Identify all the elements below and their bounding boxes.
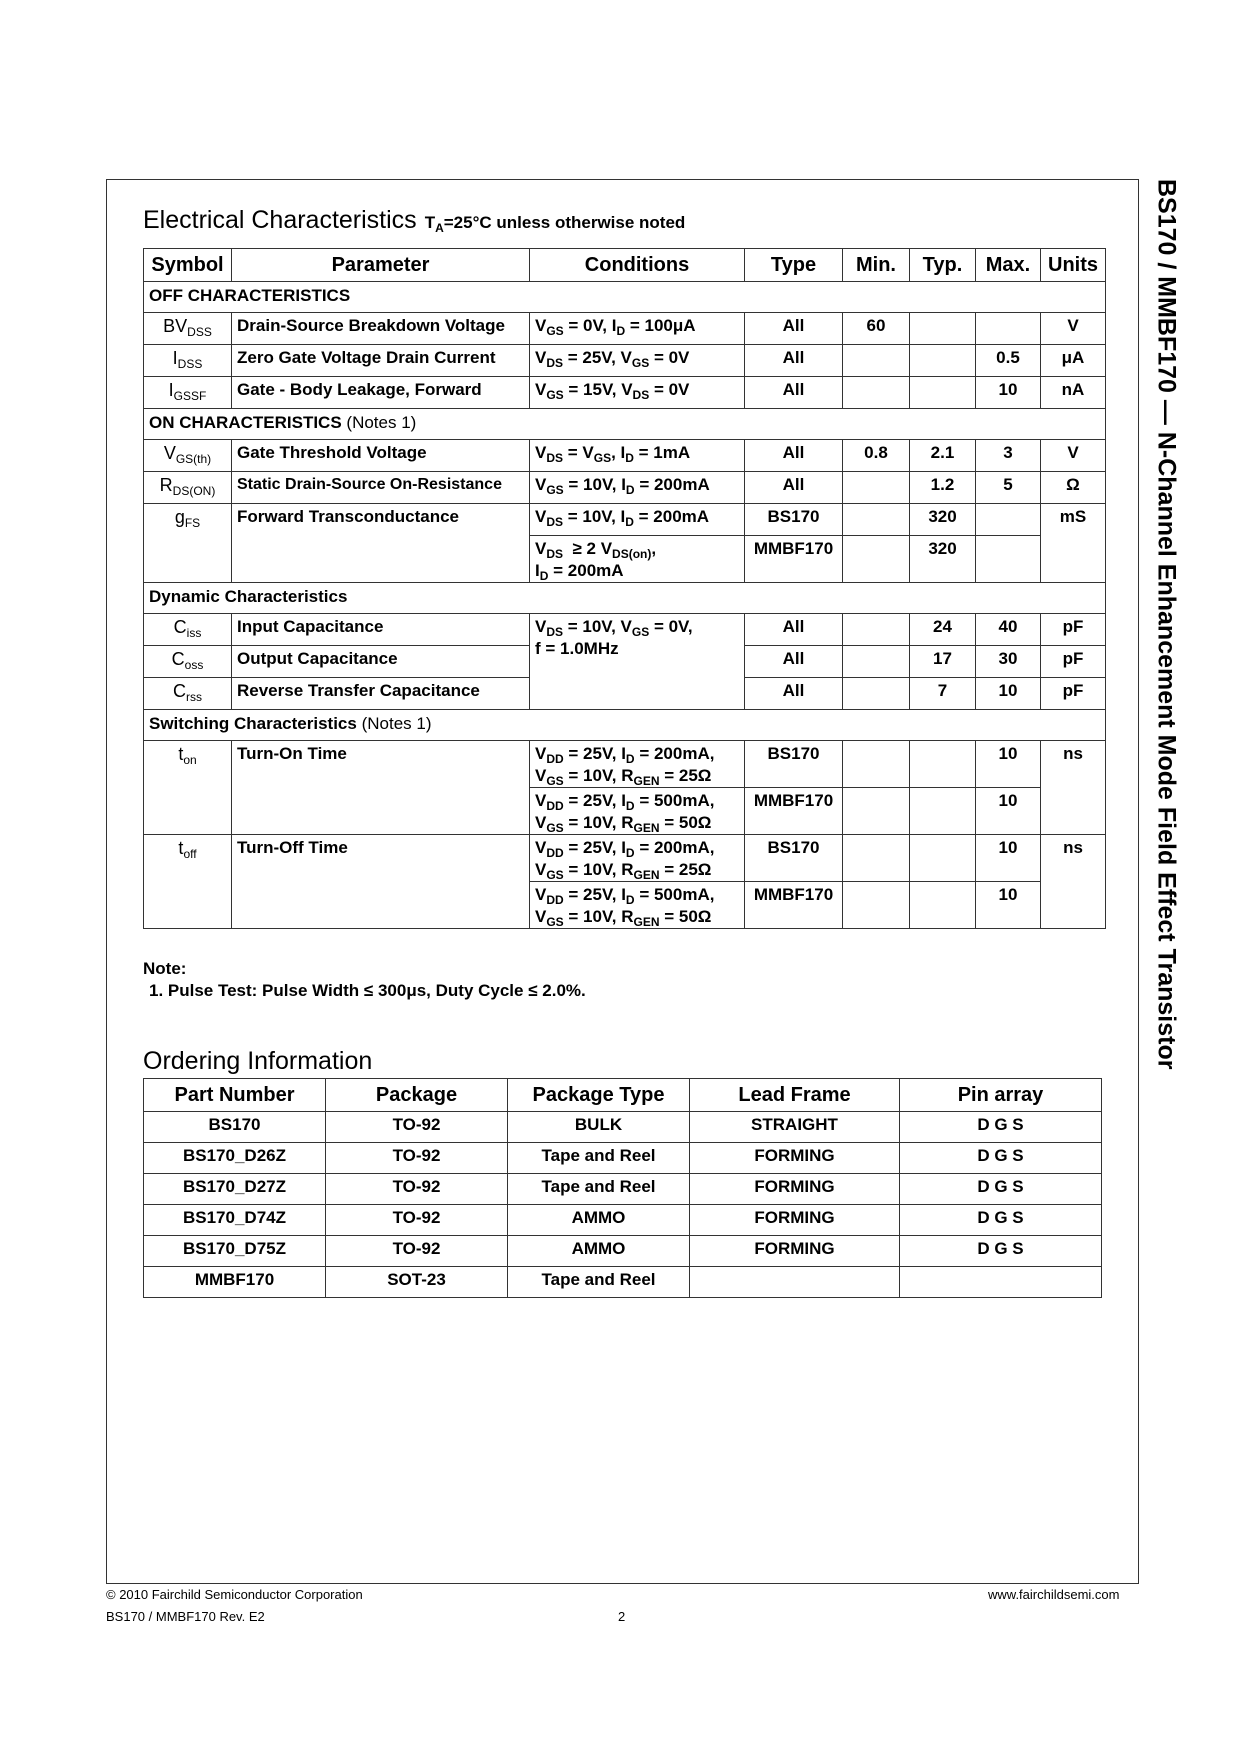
- units-cell: nA: [1041, 377, 1106, 409]
- note-line: 1. Pulse Test: Pulse Width ≤ 300μs, Duty Cycle ≤ 2.0%.: [149, 981, 586, 1000]
- type-cell: BS170: [745, 741, 843, 788]
- section-dynamic: Dynamic Characteristics: [144, 583, 1106, 614]
- min-cell: [843, 614, 910, 646]
- oi-header: Part Number: [144, 1079, 326, 1112]
- section-row: [144, 710, 1106, 741]
- table-row: [144, 313, 1106, 345]
- symbol-sub: on: [183, 753, 197, 767]
- min-cell: [843, 646, 910, 678]
- package-cell: TO-92: [326, 1205, 508, 1236]
- symbol: R: [159, 475, 173, 495]
- section-on: [144, 409, 1106, 440]
- lead-frame-cell: FORMING: [690, 1143, 900, 1174]
- max-cell: 40: [976, 614, 1041, 646]
- type-cell: All: [745, 472, 843, 504]
- min-cell: [843, 788, 910, 835]
- lead-frame-cell: FORMING: [690, 1205, 900, 1236]
- type-cell: All: [745, 646, 843, 678]
- units-cell: pF: [1041, 646, 1106, 678]
- parameter-cell: Forward Transconductance: [232, 504, 530, 583]
- typ-cell: [910, 835, 976, 882]
- conditions-cell: $V_{DD} = 25V$, $I_D = 200mA$, $V_{GS} = 10V$, $R_{GEN} = 25\Omega$: [530, 741, 745, 788]
- typ-cell: [910, 313, 976, 345]
- package-type-cell: BULK: [508, 1112, 690, 1143]
- footer-url[interactable]: www.fairchildsemi.com: [988, 1587, 1120, 1602]
- parameter-cell: Input Capacitance: [232, 614, 530, 646]
- part-number-cell: BS170_D26Z: [144, 1143, 326, 1174]
- max-cell: 10: [976, 835, 1041, 882]
- min-cell: [843, 377, 910, 409]
- lead-frame-cell: STRAIGHT: [690, 1112, 900, 1143]
- conditions-cell: $V_{GS} = 15V$, $V_{DS} = 0V$: [530, 377, 745, 409]
- symbol-sub: FS: [184, 516, 201, 530]
- parameter-cell: Drain-Source Breakdown Voltage: [232, 313, 530, 345]
- ec-subtitle-sub: A: [435, 221, 444, 235]
- min-cell: [843, 678, 910, 710]
- symbol-sub: GS(th): [175, 452, 212, 466]
- part-number-cell: MMBF170: [144, 1267, 326, 1298]
- max-cell: 3: [976, 440, 1041, 472]
- symbol-cell: [144, 345, 232, 377]
- table-row: [144, 614, 1106, 646]
- symbol-sub: GSSF: [173, 389, 207, 403]
- parameter-cell: Zero Gate Voltage Drain Current: [232, 345, 530, 377]
- oi-header: Pin array: [900, 1079, 1102, 1112]
- section-row: [144, 583, 1106, 614]
- ec-header: Type: [745, 249, 843, 282]
- max-cell: 5: [976, 472, 1041, 504]
- symbol-sub: DSS: [177, 357, 203, 371]
- type-cell: All: [745, 345, 843, 377]
- min-cell: 0.8: [843, 440, 910, 472]
- footer-doc-id: BS170 / MMBF170 Rev. E2: [106, 1609, 265, 1624]
- min-cell: 60: [843, 313, 910, 345]
- lead-frame-cell: [690, 1267, 900, 1298]
- table-row: [144, 835, 1106, 882]
- type-cell: All: [745, 678, 843, 710]
- typ-cell: 7: [910, 678, 976, 710]
- oi-header: Lead Frame: [690, 1079, 900, 1112]
- min-cell: [843, 536, 910, 583]
- units-cell: pF: [1041, 678, 1106, 710]
- table-row: [144, 1267, 1102, 1298]
- part-number-cell: BS170_D27Z: [144, 1174, 326, 1205]
- package-cell: TO-92: [326, 1174, 508, 1205]
- conditions-cell: $V_{GS} = 10V$, $I_D = 200mA$: [530, 472, 745, 504]
- pin-array-cell: D G S: [900, 1205, 1102, 1236]
- ec-subtitle-t: T: [424, 213, 436, 232]
- oi-header: Package Type: [508, 1079, 690, 1112]
- symbol-cell: [144, 472, 232, 504]
- typ-cell: [910, 741, 976, 788]
- ec-header: Max.: [976, 249, 1041, 282]
- symbol: I: [172, 348, 178, 368]
- conditions-cell: $V_{DD} = 25V$, $I_D = 200mA$, $V_{GS} = 10V$, $R_{GEN} = 25\Omega$: [530, 835, 745, 882]
- symbol-cell: [144, 614, 232, 646]
- max-cell: 10: [976, 678, 1041, 710]
- side-title-text: BS170 / MMBF170 — N-Channel Enhancement Mode Field Effect Transistor: [1152, 179, 1181, 1070]
- conditions-cell: $V_{GS} = 0V$, $I_D = 100\mu A$: [530, 313, 745, 345]
- symbol: I: [168, 380, 174, 400]
- conditions-cell: $V_{DS} = 25V$, $V_{GS} = 0V$: [530, 345, 745, 377]
- max-cell: 10: [976, 377, 1041, 409]
- table-row: [144, 1174, 1102, 1205]
- typ-cell: 320: [910, 504, 976, 536]
- min-cell: [843, 835, 910, 882]
- section-switching-title: Switching Characteristics: [149, 714, 357, 733]
- units-cell: mS: [1041, 504, 1106, 583]
- table-row: [144, 1205, 1102, 1236]
- type-cell: All: [745, 614, 843, 646]
- parameter-cell: Static Drain-Source On-Resistance: [232, 472, 530, 504]
- table-row: [144, 345, 1106, 377]
- section-on-title: ON CHARACTERISTICS: [149, 413, 342, 432]
- ec-header: Typ.: [910, 249, 976, 282]
- symbol-sub: DS(ON): [172, 484, 216, 498]
- oi-header: Package: [326, 1079, 508, 1112]
- lead-frame-cell: FORMING: [690, 1236, 900, 1267]
- symbol-cell: [144, 678, 232, 710]
- part-number-cell: BS170_D74Z: [144, 1205, 326, 1236]
- table-row: [144, 1112, 1102, 1143]
- table-row: [144, 377, 1106, 409]
- min-cell: [843, 472, 910, 504]
- min-cell: [843, 504, 910, 536]
- symbol-sub: off: [183, 847, 197, 861]
- max-cell: 30: [976, 646, 1041, 678]
- symbol-cell: [144, 835, 232, 929]
- pin-array-cell: D G S: [900, 1174, 1102, 1205]
- package-cell: SOT-23: [326, 1267, 508, 1298]
- table-row: [144, 440, 1106, 472]
- symbol-cell: [144, 741, 232, 835]
- electrical-characteristics-table: [143, 248, 1106, 929]
- footer-page-number: 2: [618, 1609, 626, 1624]
- package-cell: TO-92: [326, 1143, 508, 1174]
- parameter-cell: Gate Threshold Voltage: [232, 440, 530, 472]
- footer-copyright: © 2010 Fairchild Semiconductor Corporation: [106, 1587, 363, 1602]
- parameter-cell: Gate - Body Leakage, Forward: [232, 377, 530, 409]
- note-title: Note:: [143, 959, 187, 978]
- type-cell: All: [745, 313, 843, 345]
- parameter-cell: Turn-On Time: [232, 741, 530, 835]
- typ-cell: 2.1: [910, 440, 976, 472]
- typ-cell: 24: [910, 614, 976, 646]
- pin-array-cell: D G S: [900, 1143, 1102, 1174]
- type-cell: MMBF170: [745, 788, 843, 835]
- min-cell: [843, 882, 910, 929]
- max-cell: [976, 313, 1041, 345]
- units-cell: pF: [1041, 614, 1106, 646]
- table-row: [144, 472, 1106, 504]
- type-cell: BS170: [745, 504, 843, 536]
- symbol-cell: [144, 313, 232, 345]
- side-title: [1144, 179, 1188, 1229]
- type-cell: All: [745, 440, 843, 472]
- ordering-information-table: [143, 1078, 1102, 1298]
- pin-array-cell: D G S: [900, 1236, 1102, 1267]
- conditions-cell: $V_{DS} = 10V$, $I_D = 200mA$: [530, 504, 745, 536]
- symbol: g: [174, 507, 185, 527]
- ec-subtitle: [424, 213, 686, 235]
- typ-cell: [910, 788, 976, 835]
- type-cell: MMBF170: [745, 536, 843, 583]
- symbol-cell: [144, 646, 232, 678]
- conditions-cell: $V_{DS} = 10V$, $V_{GS} = 0V$, f = 1.0MHz: [530, 614, 745, 710]
- pin-array-cell: D G S: [900, 1112, 1102, 1143]
- cap-condition: f = 1.0MHz: [535, 639, 619, 658]
- conditions-cell: $V_{DS} = V_{GS}$, $I_D = 1mA$: [530, 440, 745, 472]
- symbol-sub: oss: [184, 658, 204, 672]
- typ-cell: 1.2: [910, 472, 976, 504]
- part-number-cell: BS170: [144, 1112, 326, 1143]
- symbol: BV: [163, 316, 188, 336]
- symbol-sub: rss: [186, 690, 202, 704]
- symbol: t: [178, 744, 184, 764]
- package-type-cell: Tape and Reel: [508, 1174, 690, 1205]
- ec-header: Min.: [843, 249, 910, 282]
- typ-cell: [910, 882, 976, 929]
- table-row: [144, 504, 1106, 536]
- units-cell: V: [1041, 313, 1106, 345]
- pin-array-cell: [900, 1267, 1102, 1298]
- symbol-sub: iss: [186, 626, 202, 640]
- package-cell: TO-92: [326, 1236, 508, 1267]
- conditions-cell: $V_{DD} = 25V$, $I_D = 500mA$, $V_{GS} = 10V$, $R_{GEN} = 50\Omega$: [530, 788, 745, 835]
- type-cell: BS170: [745, 835, 843, 882]
- units-cell: V: [1041, 440, 1106, 472]
- ec-header: Symbol: [144, 249, 232, 282]
- units-cell: ns: [1041, 835, 1106, 929]
- table-row: [144, 741, 1106, 788]
- ec-header: Conditions: [530, 249, 745, 282]
- ec-heading: [143, 206, 685, 235]
- section-switching-note: (Notes 1): [361, 714, 432, 733]
- ec-subtitle-text: =25°C unless otherwise noted: [443, 213, 686, 232]
- ec-header-row: [144, 249, 1106, 282]
- typ-cell: 320: [910, 536, 976, 583]
- symbol: C: [171, 649, 185, 669]
- symbol-cell: [144, 440, 232, 472]
- max-cell: 10: [976, 882, 1041, 929]
- note-block: [143, 958, 586, 1002]
- symbol: C: [173, 681, 186, 701]
- parameter-cell: Reverse Transfer Capacitance: [232, 678, 530, 710]
- max-cell: 10: [976, 741, 1041, 788]
- units-cell: ns: [1041, 741, 1106, 835]
- symbol-cell: [144, 377, 232, 409]
- max-cell: 0.5: [976, 345, 1041, 377]
- max-cell: [976, 504, 1041, 536]
- ordering-title: Ordering Information: [143, 1047, 373, 1075]
- lead-frame-cell: FORMING: [690, 1174, 900, 1205]
- ec-header: Units: [1041, 249, 1106, 282]
- section-switching: [144, 710, 1106, 741]
- symbol-sub: DSS: [187, 325, 212, 339]
- table-row: [144, 1236, 1102, 1267]
- section-on-note: (Notes 1): [346, 413, 417, 432]
- conditions-cell: $V_{DS} \ge 2$ $V_{DS(on)}$, $I_D = 200mA$: [530, 536, 745, 583]
- max-cell: 10: [976, 788, 1041, 835]
- symbol: t: [178, 838, 184, 858]
- type-cell: MMBF170: [745, 882, 843, 929]
- conditions-cell: $V_{DD} = 25V$, $I_D = 500mA$, $V_{GS} = 10V$, $R_{GEN} = 50\Omega$: [530, 882, 745, 929]
- symbol-cell: [144, 504, 232, 583]
- parameter-cell: Output Capacitance: [232, 646, 530, 678]
- typ-cell: 17: [910, 646, 976, 678]
- min-cell: [843, 741, 910, 788]
- part-number-cell: BS170_D75Z: [144, 1236, 326, 1267]
- package-type-cell: Tape and Reel: [508, 1143, 690, 1174]
- section-off: OFF CHARACTERISTICS: [144, 282, 1106, 313]
- typ-cell: [910, 345, 976, 377]
- oi-header-row: [144, 1079, 1102, 1112]
- max-cell: [976, 536, 1041, 583]
- ec-title: Electrical Characteristics: [143, 206, 417, 234]
- package-cell: TO-92: [326, 1112, 508, 1143]
- units-cell: μA: [1041, 345, 1106, 377]
- min-cell: [843, 345, 910, 377]
- typ-cell: [910, 377, 976, 409]
- package-type-cell: AMMO: [508, 1205, 690, 1236]
- section-row: [144, 282, 1106, 313]
- symbol: C: [173, 617, 187, 637]
- section-row: [144, 409, 1106, 440]
- ec-header: Parameter: [232, 249, 530, 282]
- package-type-cell: Tape and Reel: [508, 1267, 690, 1298]
- symbol: V: [163, 443, 176, 463]
- package-type-cell: AMMO: [508, 1236, 690, 1267]
- table-row: [144, 1143, 1102, 1174]
- parameter-cell: Turn-Off Time: [232, 835, 530, 929]
- type-cell: All: [745, 377, 843, 409]
- units-cell: Ω: [1041, 472, 1106, 504]
